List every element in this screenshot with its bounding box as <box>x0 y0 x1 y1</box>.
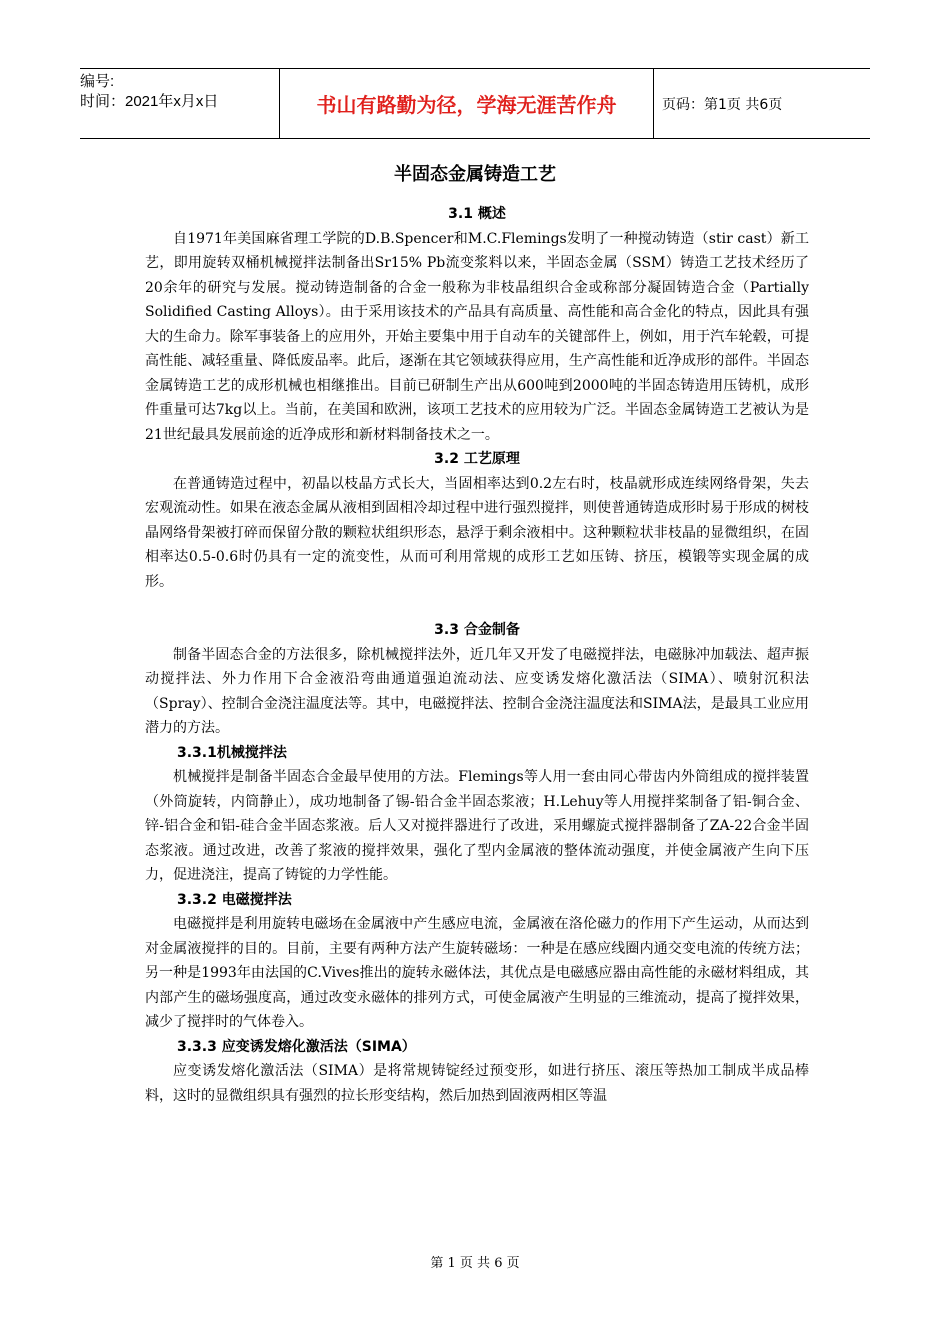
header-date: 时间：2021年x月x日 <box>80 93 219 110</box>
section-heading-3-3: 3.3 合金制备 <box>434 622 520 638</box>
page-footer: 第 1 页 共 6 页 <box>430 1256 520 1271</box>
subsection-paragraph-3-3-2: 电磁搅拌是利用旋转电磁场在金属液中产生感应电流，金属液在洛伦磁力的作用下产生运动，从而达到对金属液搅拌的目的。目前，主要有两种方法产生旋转磁场：一种是在感应线圈内通交变电流的传统方法；另一种是1993年由法国的C.Vives推出的旋转永磁体法，其优点是电磁感应器由高性能的永磁材料组成，其内部产生的磁场强度高，通过改变永磁体的排列方式，可使金属液产生明显的三维流动，提高了搅拌效果，减少了搅拌时的气体卷入。 <box>145 916 809 1030</box>
section-heading-3-2: 3.2 工艺原理 <box>434 451 520 467</box>
subsection-heading-3-3-3: 3.3.3 应变诱发熔化激活法（SIMA） <box>177 1038 416 1055</box>
section-paragraph-3-2: 在普通铸造过程中，初晶以枝晶方式长大，当固相率达到0.2左右时，枝晶就形成连续网络骨架，失去宏观流动性。如果在液态金属从液相到固相冷却过程中进行强烈搅拌，则使普通铸造成形时易于形成的树枝晶网络骨架被打碎而保留分散的颗粒状组织形态，悬浮于剩余液相中。这种颗粒状非枝晶的显微组织，在固相率达0.5-0.6时仍具有一定的流变性，从而可利用常规的成形工艺如压铸、挤压，模锻等实现金属的成形。 <box>145 475 809 590</box>
header-page-info: 页码：第1页 共6页 <box>662 96 783 113</box>
header-motto: 书山有路勤为径，学海无涯苦作舟 <box>280 69 654 138</box>
page-header <box>80 68 870 139</box>
subsection-heading-3-3-1: 3.3.1机械搅拌法 <box>177 744 287 761</box>
subsection-paragraph-3-3-3: 应变诱发熔化激活法（SIMA）是将常规铸锭经过预变形，如进行挤压、滚压等热加工制成半成品棒料，这时的显微组织具有强烈的拉长形变结构，然后加热到固液两相区等温 <box>145 1063 809 1104</box>
blank-line <box>145 594 809 618</box>
header-number-label: 编号: <box>80 73 115 90</box>
document-title: 半固态金属铸造工艺 <box>394 164 556 185</box>
section-heading-3-1: 3.1 概述 <box>448 206 506 222</box>
document-body <box>145 202 809 1108</box>
header-meta <box>80 69 280 138</box>
subsection-heading-3-3-2: 3.3.2 电磁搅拌法 <box>177 891 292 908</box>
subsection-paragraph-3-3-1: 机械搅拌是制备半固态合金最早使用的方法。Flemings等人用一套由同心带齿内外筒组成的搅拌装置（外筒旋转，内筒静止），成功地制备了锡-铅合金半固态浆液；H.Lehuy等人用搅拌桨制备了铝-铜合金、锌-铝合金和铝-硅合金半固态浆液。后人又对搅拌器进行了改进，采用螺旋式搅拌器制备了ZA-22合金半固态浆液。通过改进，改善了浆液的搅拌效果，强化了型内金属液的整体流动强度，并使金属液产生向下压力，促进浇注，提高了铸锭的力学性能。 <box>145 769 809 883</box>
section-paragraph-3-1: 自1971年美国麻省理工学院的D.B.Spencer和M.C.Flemings发明了一种搅动铸造（stir cast）新工艺，即用旋转双桶机械搅拌法制备出Sr15% Pb流变浆料以来，半固态金属（SSM）铸造工艺技术经历了20余年的研究与发展。搅动铸造制备的合金一般称为非枝晶组织合金或称部分凝固铸造合金（Partially Solidified Casting Alloys）。由于采用该技术的产品具有高质量、高性能和高合金化的特点，因此具有强大的生命力。除军事装备上的应用外，开始主要集中用于自动车的关键部件上，例如，用于汽车轮毂，可提高性能、减轻重量、降低废品率。此后，逐渐在其它领域获得应用，生产高性能和近净成形的部件。半固态金属铸造工艺的成形机械也相继推出。目前已研制生产出从600吨到2000吨的半固态铸造用压铸机，成形件重量可达7kg以上。当前，在美国和欧洲，该项工艺技术的应用较为广泛。半固态金属铸造工艺被认为是21世纪最具发展前途的近净成形和新材料制备技术之一。 <box>145 230 809 443</box>
section-paragraph-3-3: 制备半固态合金的方法很多，除机械搅拌法外，近几年又开发了电磁搅拌法，电磁脉冲加载法、超声振动搅拌法、外力作用下合金液沿弯曲通道强迫流动法、应变诱发熔化激活法（SIMA）、喷射沉积法（Spray）、控制合金浇注温度法等。其中，电磁搅拌法、控制合金浇注温度法和SIMA法，是最具工业应用潜力的方法。 <box>145 646 809 736</box>
